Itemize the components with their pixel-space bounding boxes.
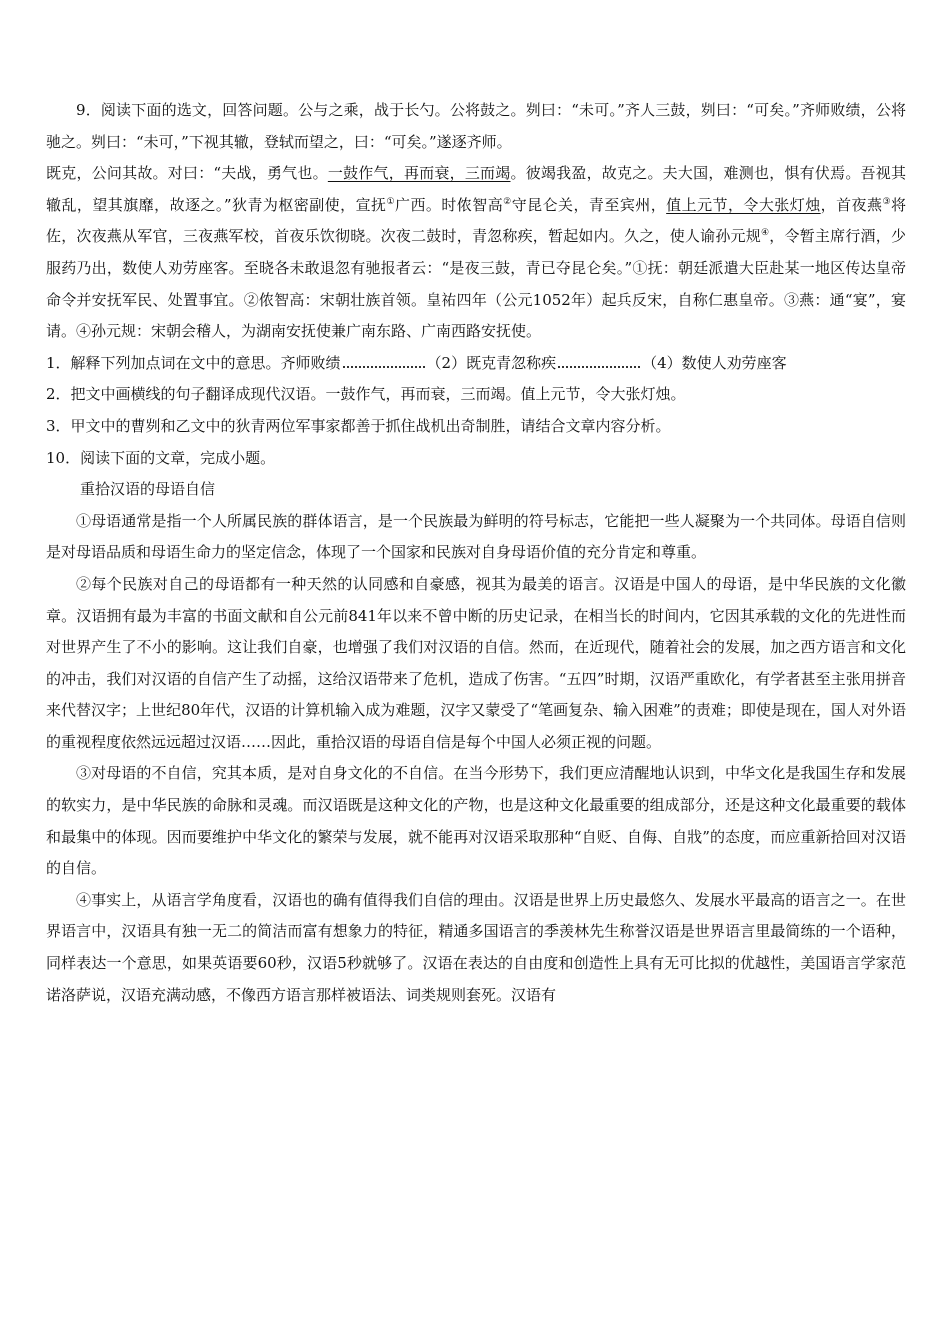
yi-text-a: 狄青为枢密副使，宣抚 [231, 195, 387, 214]
article-paragraph-4: ④事实上，从语言学角度看，汉语也的确有值得我们自信的理由。汉语是世界上历史最悠久、发展水平最高的语言之一。在世界语言中，汉语具有独一无二的简洁而富有想象力的特征，精通多国语言的季羡林先生称誉汉语是世界语言里最简练的一个语种，同样表达一个意思，如果英语要60秒，汉语5秒就够了。汉语在表达的自由度和创造性上具有无可比拟的优越性，美国语言学家范诺洛萨说，汉语充满动感，不像西方语言那样被语法、词类规则套死。汉语有 [46, 890, 906, 1004]
yi-text-b: 广西。时侬智高 [395, 195, 504, 214]
q10-intro: 10．阅读下面的文章，完成小题。 [46, 448, 276, 467]
underlined-sentence-1: 一鼓作气，再而衰，三而竭 [327, 164, 511, 183]
q9-sub-question-2: 2．把文中画横线的句子翻译成现代汉语。一鼓作气，再而衰，三而竭。值上元节，令大张灯烛。 [46, 385, 686, 404]
yi-text-c: 守昆仑关，青至宾州， [511, 195, 667, 214]
footnote-marker-2: ② [503, 196, 512, 207]
yi-text-d: ，首夜燕 [820, 195, 883, 214]
article-paragraph-2: ②每个民族对自己的母语都有一种天然的认同感和自豪感，视其为最美的语言。汉语是中国人的母语，是中华民族的文化徽章。汉语拥有最为丰富的书面文献和自公元前841年以来不曾中断的历史记录，在相当长的时间内，它因其承载的文化的先进性而对世界产生了不小的影响。这让我们自豪，也增强了我们对汉语的自信。然而，在近现代，随着社会的发展，加之西方语言和文化的冲击，我们对汉语的自信产生了动摇，这给汉语带来了危机，造成了伤害。“五四”时期，汉语严重欧化，有学者甚至主张用拼音来代替汉字；上世纪80年代，汉语的计算机输入成为难题，汉字又蒙受了“笔画复杂、输入困难”的责难；即使是现在，国人对外语的重视程度依然远远超过汉语……因此，重拾汉语的母语自信是每个中国人必须正视的问题。 [46, 574, 906, 751]
q9-sub-question-3: 3．甲文中的曹刿和乙文中的狄青两位军事家都善于抓住战机出奇制胜，请结合文章内容分析。 [46, 416, 671, 435]
q9-jia-paragraph-1 [46, 95, 906, 158]
q9-sub-question-1 [46, 348, 906, 380]
sub1-label-b: （2）既克青忽称疾 [426, 353, 557, 372]
yi-text-e: 将佐，次夜燕从军官，三夜燕军校，首夜乐饮彻晓。次夜二鼓时，青忽称疾，暂起如内。久之，使人谕孙元规 [46, 195, 906, 246]
article-paragraph-1: ①母语通常是指一个人所属民族的群体语言，是一个民族最为鲜明的符号标志，它能把一些人凝聚为一个共同体。母语自信则是对母语品质和母语生命力的坚定信念，体现了一个国家和民族对自身母语价值的充分肯定和尊重。 [46, 511, 906, 562]
footnote-marker-3: ③ [882, 196, 891, 207]
footnote-marker-4: ④ [760, 228, 770, 239]
jia-text-2b: 。彼竭我盈，故克之。夫大国，难测也，惧有伏焉。吾视其辙乱，望其旗靡，故逐之。” [46, 164, 906, 214]
yi-text-f: ，令暂主席行酒，少服药乃出，数使人劝劳座客。至晓各未敢退忽有驰报者云：“是夜三鼓，青已夺昆仑矣。” [46, 227, 906, 277]
q9-jia-paragraph-2 [46, 158, 906, 348]
footnotes: ①抚：朝廷派遣大臣赴某一地区传达皇帝命令并安抚军民、处置事宜。②侬智高：宋朝壮族首领。皇祐四年（公元1052年）起兵反宋，自称仁惠皇帝。③燕：通“宴”，宴请。④孙元规：宋朝会稽人，为湖南安抚使兼广南东路、广南西路安抚使。 [46, 258, 906, 341]
sub1-label-a: 1．解释下列加点词在文中的意思。齐师败绩 [46, 353, 341, 372]
q9-intro: 9．阅读下面的选文，回答问题。 [76, 101, 299, 119]
jia-text-1: 公与之乘，战于长勺。公将鼓之。刿曰：“未可。”齐人三鼓，刿曰：“可矣。”齐师败绩，公将驰之。刿曰：“未可，”下视其辙，登轼而望之，曰：“可矣。”遂逐齐师。 [46, 101, 906, 151]
answer-blank-1[interactable] [343, 352, 425, 368]
answer-blank-2[interactable] [558, 352, 640, 368]
article-paragraph-3: ③对母语的不自信，究其本质，是对自身文化的不自信。在当今形势下，我们更应清醒地认识到，中华文化是我国生存和发展的软实力，是中华民族的命脉和灵魂。而汉语既是这种文化的产物，也是这种文化最重要的组成部分，还是这种文化最重要的载体和最集中的体现。因而要维护中华文化的繁荣与发展，就不能再对汉语采取那种“自贬、自侮、自戕”的态度，而应重新拾回对汉语的自信。 [46, 764, 906, 878]
underlined-sentence-2: 值上元节，令大张灯烛 [666, 195, 821, 214]
document-page [46, 95, 906, 1011]
jia-text-2a: 既克，公问其故。对曰：“夫战，勇气也。 [46, 164, 328, 183]
footnote-marker-1: ① [386, 196, 396, 207]
article-title: 重拾汉语的母语自信 [80, 480, 216, 499]
sub1-label-c: （4）数使人劝劳座客 [642, 353, 787, 372]
